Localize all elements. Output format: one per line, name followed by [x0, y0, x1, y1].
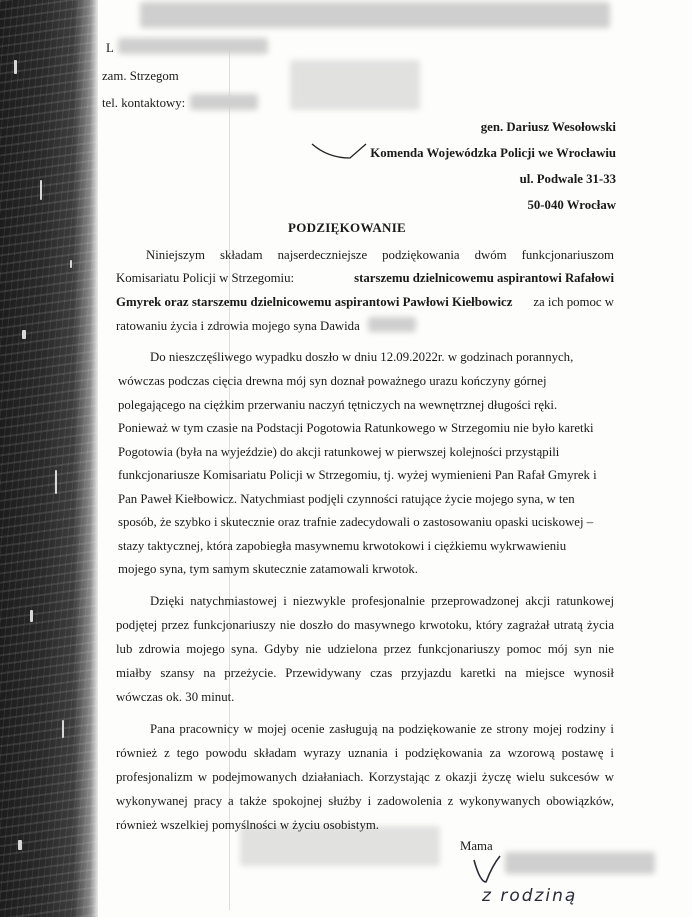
sender-phone-label: tel. kontaktowy: [102, 96, 186, 110]
redacted-top [140, 2, 610, 28]
p2-line-7: Pan Paweł Kiełbowicz. Natychmiast podjęli czynności ratujące życie mojego syna, w ten [118, 492, 575, 506]
handwritten-closing: z rodziną [482, 886, 578, 906]
letter-title: PODZIĘKOWANIE [288, 220, 407, 235]
redacted-header-block [290, 60, 420, 110]
p2-line-10: mojego syna, tym samym skutecznie zatamowali krwotok. [118, 562, 418, 576]
sender-address: zam. Strzegom [102, 69, 179, 83]
p3-line-2: podjętej przez funkcjonariuszy nie doszło do masywnego krwotoku, który zagrażał utratą życia [116, 618, 614, 632]
p2-line-3: polegającego na ciężkim przerwaniu naczyń tętniczych na wewnętrznej długości ręki. [118, 398, 558, 412]
p3-line-3: lub zdrowia mojego syna. Gdyby nie udzielona przez funkcjonariuszy pomoc mój syn nie [116, 642, 614, 656]
p3-line-1: Dzięki natychmiastowej i niezwykle profesjonalnie przeprowadzonej akcji ratunkowej [150, 594, 614, 608]
p3-line-4: miałby szansy na przeżycie. Przewidywany czas przyjazdu karetki na miejsce wynosił [116, 666, 614, 680]
redacted-sender-name [118, 38, 268, 54]
redacted-son-surname [368, 317, 416, 332]
p2-line-1: Do nieszczęśliwego wypadku doszło w dniu 12.09.2022r. w godzinach porannych, [150, 350, 574, 364]
recipient-city: 50-040 Wrocław [527, 198, 616, 212]
p2-line-6: funkcjonariusze Komisariatu Policji w Strzegomiu, tj. wyżej wymienieni Pan Rafał Gmyrek i [118, 468, 597, 482]
scanned-dark-margin [0, 0, 98, 917]
p2-line-4: Ponieważ w tym czasie na Podstacji Pogotowia Ratunkowego w Strzegomiu nie było karetki [118, 421, 594, 435]
p1-line-3b: za ich pomoc w [533, 295, 614, 309]
closing-label: Mama [460, 839, 493, 853]
p1-line-2b: starszemu dzielnicowemu aspirantowi Rafałowi [354, 271, 614, 285]
p2-line-8: sposób, że szybko i skutecznie oraz trafnie zadecydowali o zastosowaniu opaski uciskowej – [118, 515, 594, 529]
signature-mark [470, 852, 510, 888]
p1-line-4: ratowaniu życia i zdrowia mojego syna Dawida [116, 319, 360, 333]
p4-line-1: Pana pracownicy w mojej ocenie zasługują na podziękowanie ze strony mojej rodziny i [150, 722, 614, 736]
sender-initial: L [106, 41, 114, 55]
redacted-phone [190, 94, 258, 110]
recipient-stroke-mark [310, 140, 370, 162]
p2-line-9: stazy taktycznej, która zapobiegła masywnemu krwotokowi i ciężkiemu wykrwawieniu [118, 539, 567, 553]
p4-line-3: profesjonalizm w podejmowanych działaniach. Korzystając z okazji życzę wielu sukcesów w [116, 770, 614, 784]
p4-line-4: wykonywanej pracy a także spokojnej służby i zadowolenia z wykonywanych obowiązków, [116, 794, 614, 808]
redacted-signature-name [505, 852, 655, 874]
p1-line-3 [116, 294, 614, 310]
recipient-institution: Komenda Wojewódzka Policji we Wrocławiu [370, 146, 616, 160]
p1-line-2a: Komisariatu Policji w Strzegomiu: [116, 271, 295, 285]
p2-line-5: Pogotowia (była na wyjeździe) do akcji ratunkowej w pierwszej kolejności przystąpili [118, 445, 560, 459]
recipient-street: ul. Podwale 31-33 [519, 172, 616, 186]
p1-line-2 [116, 270, 614, 286]
p1-line-1: Niniejszym składam najserdeczniejsze podziękowania dwóm funkcjonariuszom [146, 248, 614, 262]
recipient-name: gen. Dariusz Wesołowski [480, 120, 616, 134]
p4-line-5: również wszelkiej pomyślności w życiu osobistym. [116, 818, 380, 832]
p2-line-2: wówczas podczas cięcia drewna mój syn doznał poważnego urazu kończyny górnej [118, 374, 547, 388]
p1-line-3a: Gmyrek oraz starszemu dzielnicowemu aspirantowi Pawłowi Kiełbowicz [116, 295, 513, 309]
p3-line-5: wówczas ok. 30 minut. [116, 690, 235, 704]
p4-line-2: również z tego powodu składam wyrazy uznania i podziękowania za wzorową postawę i [116, 746, 614, 760]
